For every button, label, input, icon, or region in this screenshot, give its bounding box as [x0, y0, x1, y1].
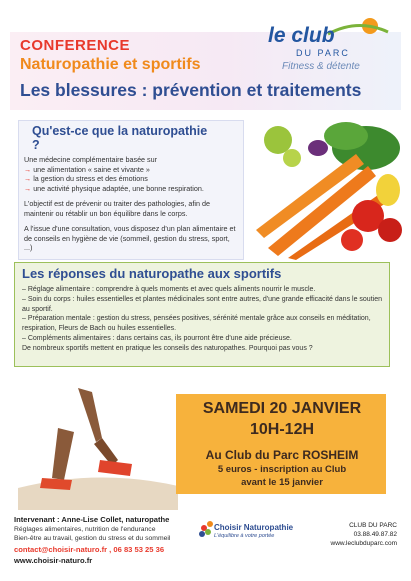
logo-name: le club [268, 24, 335, 47]
website-link[interactable]: www.choisir-naturo.fr [14, 556, 93, 565]
logo-tagline: Fitness & détente [282, 61, 360, 72]
bullet-1: une alimentation « saine et vivante » [33, 164, 150, 174]
vegetables-image [248, 118, 404, 260]
sportsmen-answers-title: Les réponses du naturopathe aux sportifs [22, 266, 282, 281]
speaker-specialty-1: Réglages alimentaires, nutrition de l'endurance [14, 526, 156, 533]
bullet-2: la gestion du stress et des émotions [33, 174, 148, 183]
club-website-link[interactable]: www.leclubduparc.com [330, 540, 397, 547]
consultation-paragraph: A l'issue d'une consultation, vous disposez d'un plan alimentaire et de conseils en hygiène de vie (sommeil, gestion du stress, sport, ...) [24, 224, 236, 252]
conference-subtitle: Naturopathie et sportifs [20, 56, 201, 73]
event-price: 5 euros - inscription au Club [217, 464, 347, 475]
speaker-specialty-2: Bien-être au travail, gestion du stress et du sommeil [14, 535, 171, 542]
event-time: 10H-12H [249, 421, 315, 438]
conference-title: Les blessures : prévention et traitements [20, 80, 362, 100]
naturopathy-box-text: Une médecine complémentaire basée sur → une alimentation « saine et vivante » → la gestion du stress et des émotions → une activité physique adaptée, une bonne respiration. L'objectif est de prévenir ou traiter des pathologies, afin de maintenir ou rétablir un bon équilibre dans le corps. A l'issue d'une consultation, vous disposez d'un plan alimentaire et de conseils en hygiène de vie (sommeil, gestion du stress, sport, ...) [24, 155, 240, 259]
answer-line: De nombreux sportifs mettent en pratique les conseils des naturopathes. Pourquoi pas vous ? [22, 344, 313, 352]
conference-label: CONFERENCE [20, 37, 131, 54]
answer-line: – Réglage alimentaire : comprendre à quels moments et avec quels aliments nourrir le muscle. [22, 286, 316, 293]
answer-line: – Compléments alimentaires : dans certains cas, ils pourront être d'une aide précieuse. [22, 334, 292, 342]
club-phone: 03.88.49.87.82 [353, 531, 397, 538]
club-name: CLUB DU PARC [349, 522, 397, 529]
runner-image [18, 368, 178, 510]
club-logo [268, 18, 392, 84]
answer-line: – Préparation mentale : gestion du stress, pensées positives, sérénité mentale grâce aux conseils en méditation, respiration, Fleurs de Bach ou huiles essentielles. [22, 315, 371, 333]
event-day: SAMEDI 20 JANVIER [202, 400, 362, 417]
intro-text: Une médecine complémentaire basée sur [24, 155, 158, 164]
bullet-3: une activité physique adaptée, une bonne respiration. [33, 183, 204, 193]
event-deadline: avant le 15 janvier [241, 477, 323, 488]
contact-email-link[interactable]: contact@choisir-naturo.fr , 06 83 53 25 36 [14, 545, 165, 554]
objective-paragraph: L'objectif est de prévenir ou traiter des pathologies, afin de maintenir ou rétablir un bon équilibre dans le corps. [24, 199, 210, 218]
event-place: Au Club du Parc ROSHEIM [205, 448, 359, 462]
speaker-name: Intervenant : Anne-Lise Collet, naturopathe [14, 515, 170, 524]
choisir-naturopathie-tagline: L'équilibre à votre portée [214, 533, 275, 539]
logo-subname: DU PARC [296, 48, 350, 58]
answer-line: – Soin du corps : huiles essentielles et plantes médicinales sont entre autres, d'une grande efficacité dans le soutien au sportif. [22, 295, 382, 313]
sportsmen-answers-text [22, 285, 384, 354]
choisir-naturopathie-name: Choisir Naturopathie [214, 523, 294, 532]
naturopathy-box-title: Qu'est-ce que la naturopathie ? [32, 124, 208, 152]
